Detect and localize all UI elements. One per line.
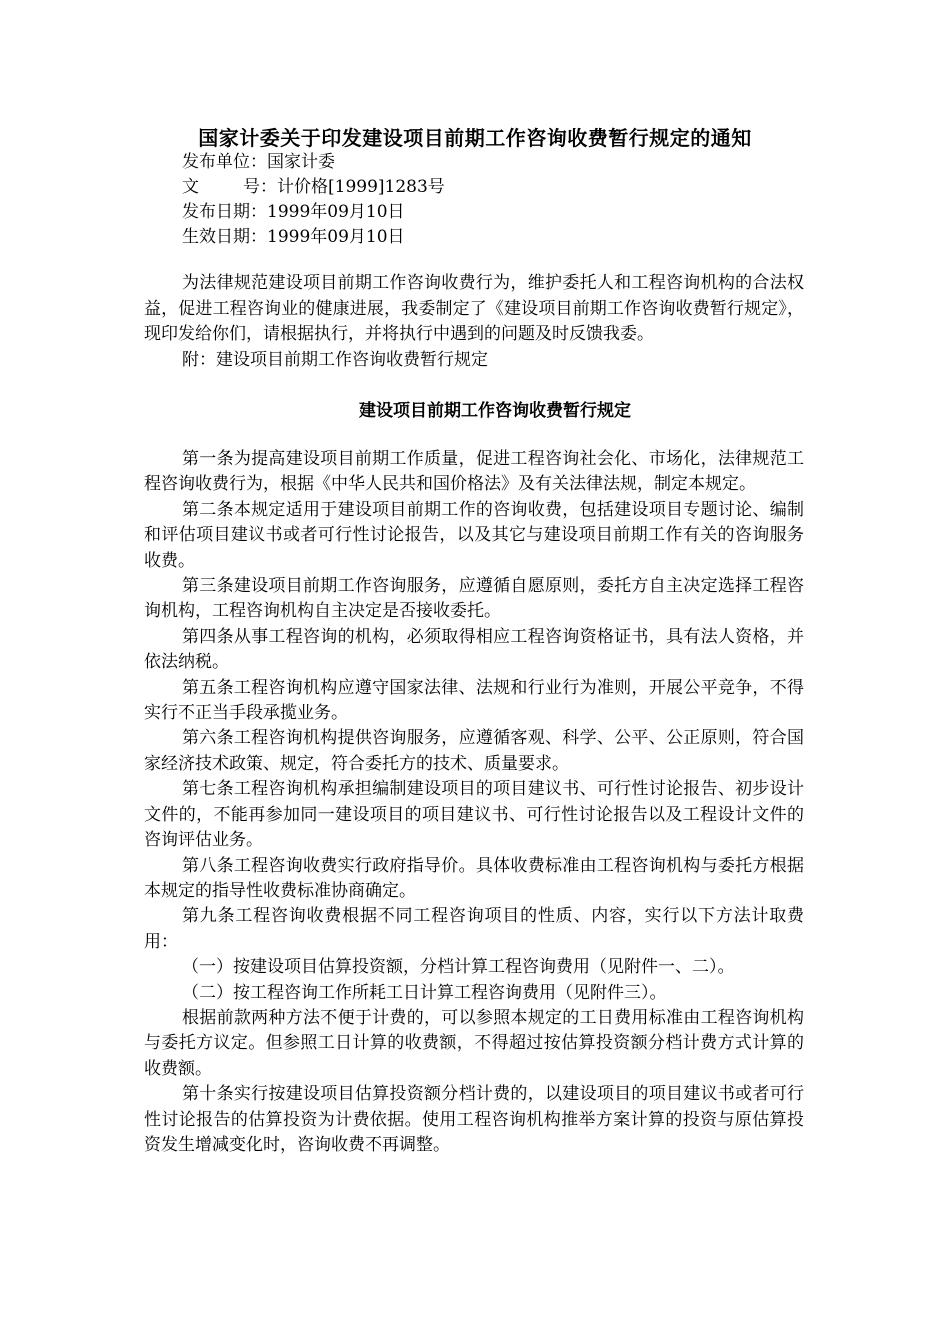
meta-value: 国家计委: [267, 152, 335, 172]
article-10: 第十条实行按建设项目估算投资额分档计费的，以建设项目的项目建议书或者可行性讨论报告的估算投资为计费依据。使用工程咨询机构推举方案计算的投资与原估算投资发生增减变化时，咨询收费不再调整。: [144, 1084, 804, 1155]
document-title: 国家计委关于印发建设项目前期工作咨询收费暂行规定的通知: [198, 126, 752, 150]
meta-label: 生效日期：: [182, 227, 267, 247]
article-6: 第六条工程咨询机构提供咨询服务，应遵循客观、科学、公平、公正原则，符合国家经济技术政策、规定，符合委托方的技术、质量要求。: [144, 728, 804, 774]
meta-row-publish-date: [182, 200, 445, 225]
article-2: 第二条本规定适用于建设项目前期工作的咨询收费，包括建设项目专题讨论、编制和评估项目建议书或者可行性讨论报告，以及其它与建设项目前期工作有关的咨询服务收费。: [144, 499, 804, 571]
meta-row-doc-number: [182, 175, 445, 200]
meta-row-effective-date: [182, 225, 445, 250]
article-8: 第八条工程咨询收费实行政府指导价。具体收费标准由工程咨询机构与委托方根据本规定的指导性收费标准协商确定。: [144, 855, 804, 901]
article-5: 第五条工程咨询机构应遵守国家法律、法规和行业行为准则，开展公平竞争，不得实行不正当手段承揽业务。: [144, 677, 804, 724]
regulation-title: 建设项目前期工作咨询收费暂行规定: [359, 401, 631, 421]
article-9-item-1: （一）按建设项目估算投资额，分档计算工程咨询费用（见附件一、二）。: [182, 957, 735, 978]
meta-value: 1999年09月10日: [267, 227, 405, 247]
article-9-item-2: （二）按工程咨询工作所耗工日计算工程咨询费用（见附件三）。: [182, 982, 667, 1003]
meta-value: 计价格[1999]1283号: [277, 177, 445, 197]
article-7: 第七条工程咨询机构承担编制建设项目的项目建议书、可行性讨论报告、初步设计文件的，不能再参加同一建设项目的项目建议书、可行性讨论报告以及工程设计文件的咨询评估业务。: [144, 779, 804, 851]
article-1: 第一条为提高建设项目前期工作质量，促进工程咨询社会化、市场化，法律规范工程咨询收费行为，根据《中华人民共和国价格法》及有关法律法规，制定本规定。: [144, 449, 804, 495]
intro-paragraph: 为法律规范建设项目前期工作咨询收费行为，维护委托人和工程咨询机构的合法权益，促进工程咨询业的健康进展，我委制定了《建设项目前期工作咨询收费暂行规定》，现印发给你们，请根据执行，并将执行中遇到的问题及时反馈我委。: [144, 273, 804, 344]
article-4: 第四条从事工程咨询的机构，必须取得相应工程咨询资格证书，具有法人资格，并依法纳税。: [144, 626, 804, 673]
meta-label-part-b: 号：: [243, 177, 277, 197]
meta-row-publisher: [182, 150, 445, 175]
meta-label: 发布单位：: [182, 152, 267, 172]
attachment-line: 附：建设项目前期工作咨询收费暂行规定: [182, 349, 488, 370]
article-9: 第九条工程咨询收费根据不同工程咨询项目的性质、内容，实行以下方法计取费用：: [144, 906, 804, 952]
meta-label: 发布日期：: [182, 202, 267, 222]
articles-section: [144, 447, 804, 1158]
article-9-note: 根据前款两种方法不便于计费的，可以参照本规定的工日费用标准由工程咨询机构与委托方议定。但参照工日计算的收费额，不得超过按估算投资额分档计费方式计算的收费额。: [144, 1007, 804, 1079]
intro-section: [144, 271, 804, 373]
document-meta: [182, 150, 445, 250]
article-3: 第三条建设项目前期工作咨询服务，应遵循自愿原则，委托方自主决定选择工程咨询机构，工程咨询机构自主决定是否接收委托。: [144, 576, 804, 622]
meta-label-part-a: 文: [182, 177, 199, 197]
meta-value: 1999年09月10日: [267, 202, 405, 222]
